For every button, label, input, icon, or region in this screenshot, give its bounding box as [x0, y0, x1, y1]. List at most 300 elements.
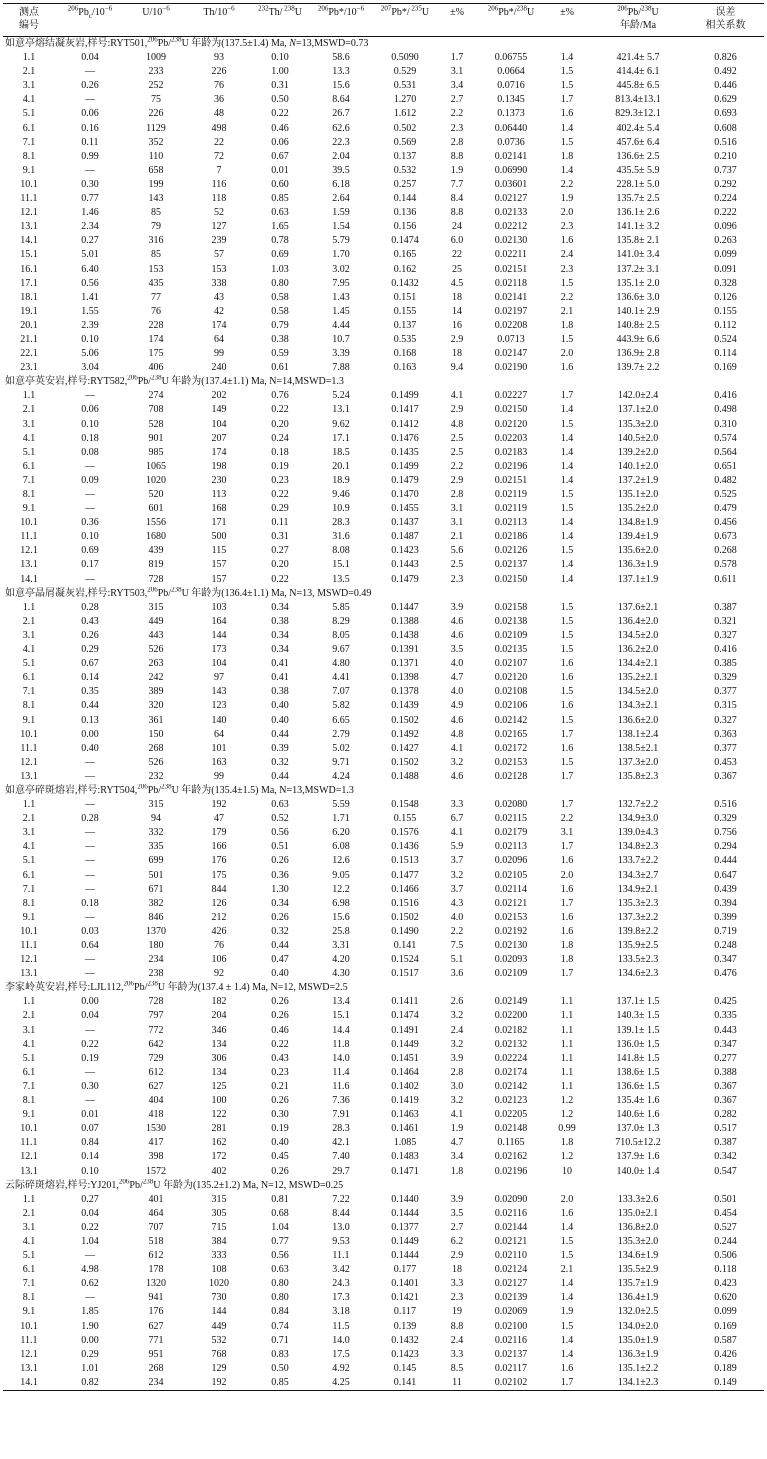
- table-cell: 941: [148, 1292, 164, 1304]
- table-cell: 0.177: [393, 1264, 417, 1276]
- table-cell: 0.20: [271, 418, 289, 430]
- table-cell: 528: [148, 418, 164, 430]
- table-cell: 457.6± 6.4: [616, 136, 660, 148]
- table-cell: 8.08: [332, 545, 350, 557]
- table-cell: 4.1: [22, 1235, 36, 1247]
- table-cell: 5.1: [450, 954, 464, 966]
- sample-group-header: [3, 784, 764, 798]
- table-cell: 0.137: [393, 319, 417, 331]
- table-cell: 627: [148, 1080, 164, 1092]
- table-cell: 238: [148, 968, 164, 980]
- table-cell: 320: [148, 700, 164, 712]
- table-cell: 0.31: [271, 531, 289, 543]
- table-cell: 13.1: [20, 968, 38, 980]
- table-cell: 0.22: [81, 1038, 99, 1050]
- table-cell: 2.1: [560, 1264, 574, 1276]
- table-cell: 0.453: [714, 756, 737, 768]
- table-cell: 13.1: [332, 404, 350, 416]
- table-cell: 0.02113: [494, 517, 528, 529]
- table-cell: 4.98: [81, 1264, 99, 1276]
- table-body: [3, 37, 764, 1391]
- table-cell: 404: [148, 1095, 164, 1107]
- table-cell: 729: [148, 1052, 164, 1064]
- table-cell: 1.1: [560, 1080, 574, 1092]
- table-cell: 136.6± 3.0: [616, 291, 660, 303]
- table-cell: 76: [214, 80, 224, 92]
- table-cell: 1.6: [560, 658, 574, 670]
- table-cell: 1.9: [560, 193, 574, 205]
- table-cell: 1.6: [560, 855, 574, 867]
- table-cell: 137.1± 1.5: [616, 996, 660, 1008]
- table-cell: 12.1: [20, 545, 38, 557]
- table-cell: 3.5: [450, 1207, 464, 1219]
- table-cell: 0.51: [271, 841, 289, 853]
- table-cell: 1.04: [271, 1221, 289, 1233]
- table-cell: 10: [562, 1165, 572, 1177]
- table-cell: 0.02138: [494, 615, 528, 627]
- table-cell: 0.1419: [391, 1095, 419, 1107]
- table-cell: 3.1: [450, 517, 464, 529]
- table-row: [3, 967, 764, 981]
- table-cell: 0.02183: [494, 446, 528, 458]
- table-cell: 2.5: [450, 432, 464, 444]
- table-cell: 113: [211, 489, 227, 500]
- table-cell: 0.03: [81, 925, 99, 937]
- table-cell: 10.9: [332, 503, 350, 515]
- table-row: [3, 643, 764, 657]
- table-row: [3, 1320, 764, 1334]
- table-cell: 178: [148, 1264, 164, 1276]
- table-cell: 0.22: [271, 1038, 289, 1050]
- table-cell: 402: [211, 1165, 227, 1177]
- table-cell: 129: [211, 1362, 227, 1374]
- table-cell: 0.02186: [494, 531, 528, 543]
- table-cell: 0.1502: [391, 714, 419, 726]
- table-cell: 99: [214, 348, 224, 360]
- table-cell: 0.23: [271, 474, 289, 486]
- table-row: [3, 333, 764, 347]
- table-cell: 9.1: [22, 911, 36, 923]
- sample-group-title: 如意亭熔结凝灰岩,样号:RYT501,$^{206}$Pb/$^{238}$U 年龄为(137.5±1.4) Ma, N=13,MSWD=0.73: [5, 36, 369, 49]
- table-cell: 4.0: [450, 658, 464, 670]
- table-cell: 0.02158: [494, 601, 528, 613]
- column-header-9: $^{206}$Pb*/$^{238}$U: [477, 4, 545, 37]
- table-cell: 2.9: [450, 1250, 464, 1262]
- table-cell: 25: [452, 263, 462, 275]
- table-cell: 0.02153: [494, 911, 528, 923]
- table-cell: 2.1: [22, 615, 36, 627]
- table-cell: 7.1: [22, 686, 36, 698]
- table-cell: 174: [148, 333, 164, 345]
- table-cell: 8.8: [450, 207, 464, 219]
- table-cell: —: [85, 489, 95, 500]
- table-cell: 1556: [146, 517, 166, 529]
- table-cell: 85: [151, 249, 161, 261]
- table-cell: 0.1373: [497, 108, 525, 120]
- table-cell: 142.0±2.4: [617, 390, 659, 402]
- table-cell: 0.329: [714, 813, 737, 825]
- table-cell: 0.163: [393, 362, 417, 374]
- table-cell: 9.62: [332, 418, 350, 430]
- table-cell: 985: [148, 446, 164, 458]
- table-cell: 0.26: [271, 855, 289, 867]
- table-cell: 140: [211, 714, 227, 726]
- table-cell: 136.4±1.9: [617, 1292, 659, 1304]
- table-cell: 6.40: [81, 263, 99, 275]
- table-cell: 0.02102: [477, 1376, 545, 1391]
- table-cell: 1.8: [560, 150, 574, 162]
- table-cell: 0.02080: [494, 799, 528, 811]
- table-cell: 0.99: [81, 150, 99, 162]
- table-cell: 136.3±1.9: [617, 559, 659, 571]
- table-cell: 0.41: [271, 658, 289, 670]
- table-cell: 132.7±2.2: [617, 799, 659, 811]
- table-cell: 139.2±2.0: [617, 446, 659, 458]
- table-row: [3, 403, 764, 417]
- table-cell: 0.02227: [494, 390, 528, 402]
- table-cell: 0.118: [714, 1264, 737, 1276]
- table-cell: 710.5±12.2: [615, 1137, 661, 1149]
- table-row: [3, 79, 764, 93]
- table-row: [3, 516, 764, 530]
- table-cell: 0.16: [81, 122, 99, 134]
- table-row: [3, 122, 764, 136]
- table-cell: 435.5± 5.9: [616, 164, 660, 176]
- table-cell: 1.5: [560, 601, 574, 613]
- table-cell: 0.02179: [494, 827, 528, 839]
- table-row: [3, 1263, 764, 1277]
- table-cell: 1.4: [560, 517, 574, 529]
- table-cell: 0.06755: [494, 52, 528, 64]
- table-cell: 0.141: [393, 940, 417, 951]
- table-cell: 174: [211, 446, 227, 458]
- table-cell: 1.7: [560, 94, 574, 106]
- table-cell: 11.1: [332, 1250, 350, 1262]
- table-cell: 0.02120: [494, 418, 528, 430]
- table-cell: 28.3: [332, 1123, 350, 1135]
- table-cell: 134.9±3.0: [617, 813, 659, 825]
- table-cell: 389: [148, 686, 164, 698]
- table-cell: 0.63: [271, 1264, 289, 1276]
- table-cell: 0.155: [393, 305, 417, 317]
- table-cell: 1.1: [22, 1193, 36, 1205]
- table-cell: 10.1: [20, 1320, 38, 1332]
- table-cell: 115: [211, 545, 227, 557]
- table-cell: 0.19: [81, 1052, 99, 1064]
- table-row: [3, 826, 764, 840]
- table-cell: 0.248: [714, 940, 737, 951]
- table-cell: 315: [211, 1193, 227, 1205]
- table-cell: 0.1516: [391, 897, 419, 909]
- table-cell: 1.65: [271, 221, 289, 233]
- table-row: [3, 573, 764, 587]
- table-cell: 141.8± 1.5: [616, 1052, 660, 1064]
- table-cell: 57: [214, 249, 224, 261]
- table-cell: 361: [148, 714, 164, 726]
- table-cell: 12.2: [332, 883, 350, 895]
- table-cell: 7.1: [22, 474, 36, 486]
- table-cell: 0.629: [714, 94, 737, 106]
- table-row: [3, 51, 764, 65]
- table-cell: 0.56: [271, 827, 289, 839]
- table-cell: 176: [148, 1306, 164, 1318]
- table-cell: 0.501: [714, 1193, 737, 1205]
- table-cell: 0.40: [271, 1137, 289, 1149]
- table-cell: 10.1: [20, 178, 38, 190]
- table-cell: 134.9±2.1: [617, 883, 659, 895]
- table-cell: 0.26: [271, 1010, 289, 1022]
- table-cell: 3.1: [22, 827, 36, 839]
- table-cell: 2.2: [560, 813, 574, 825]
- table-cell: 0.32: [271, 756, 289, 768]
- table-cell: 1.4: [560, 531, 574, 543]
- table-cell: —: [85, 968, 95, 980]
- table-cell: 3.31: [332, 940, 350, 951]
- table-cell: 0.1432: [391, 277, 419, 289]
- table-cell: 2.1: [22, 1010, 36, 1022]
- table-cell: 4.7: [450, 672, 464, 684]
- table-cell: 0.32: [271, 925, 289, 937]
- table-cell: 138.6± 1.5: [616, 1066, 660, 1078]
- table-cell: 13.3: [332, 66, 350, 78]
- table-cell: 122: [211, 1109, 227, 1121]
- table-cell: 135.5±2.9: [617, 1264, 659, 1276]
- table-cell: 13.1: [20, 559, 38, 571]
- table-cell: 0.1377: [391, 1221, 419, 1233]
- table-cell: 0.02090: [494, 1193, 528, 1205]
- table-cell: 1.1: [22, 390, 36, 402]
- table-cell: 1.1: [22, 799, 36, 811]
- table-cell: 0.1490: [391, 925, 419, 937]
- table-cell: 0.1576: [391, 827, 419, 839]
- table-cell: 104: [211, 658, 227, 670]
- table-cell: 0.1524: [391, 954, 419, 966]
- table-cell: 0.34: [271, 629, 289, 641]
- table-row: [3, 1376, 764, 1391]
- table-cell: 0.1474: [391, 235, 419, 247]
- table-cell: 135.8±2.3: [617, 770, 659, 782]
- table-row: [3, 1038, 764, 1052]
- table-cell: 0.02116: [494, 1334, 528, 1346]
- table-cell: 0.10: [81, 418, 99, 430]
- table-row: [3, 389, 764, 403]
- table-cell: 0.29: [81, 1348, 99, 1360]
- table-cell: 11.5: [332, 1320, 350, 1332]
- table-cell: 204: [211, 1010, 227, 1022]
- table-row: [3, 1221, 764, 1235]
- table-row: [3, 1108, 764, 1122]
- table-cell: 0.282: [714, 1109, 737, 1121]
- table-cell: 143: [148, 193, 164, 205]
- table-cell: 106: [211, 954, 227, 966]
- table-cell: 0.091: [714, 263, 737, 275]
- table-cell: 526: [148, 756, 164, 768]
- table-cell: 263: [148, 658, 164, 670]
- table-cell: 134.3±2.7: [617, 869, 659, 881]
- table-cell: 1.6: [560, 362, 574, 374]
- table-cell: 0.141: [373, 1376, 437, 1391]
- table-cell: 5.82: [332, 700, 350, 712]
- table-cell: 6.65: [332, 714, 350, 726]
- table-row: [3, 178, 764, 192]
- table-cell: 1.7: [560, 968, 574, 980]
- table-cell: 11.1: [20, 1137, 38, 1149]
- table-cell: 8.5: [450, 1362, 464, 1374]
- table-cell: 20.1: [20, 319, 38, 331]
- table-cell: 22.3: [332, 136, 350, 148]
- table-cell: 11.1: [20, 1334, 38, 1346]
- table-row: [3, 728, 764, 742]
- table-cell: 144: [211, 629, 227, 641]
- table-cell: 0.28: [81, 813, 99, 825]
- table-cell: 0.1165: [497, 1137, 525, 1149]
- table-cell: 418: [148, 1109, 164, 1121]
- table-cell: 0.38: [271, 333, 289, 345]
- table-cell: 212: [211, 911, 227, 923]
- table-row: [3, 502, 764, 516]
- table-cell: 0.620: [714, 1292, 737, 1304]
- table-cell: 0.82: [55, 1376, 125, 1391]
- table-cell: 0.162: [393, 263, 417, 275]
- table-cell: 134.4±2.1: [617, 658, 659, 670]
- table-cell: 3.4: [450, 1151, 464, 1163]
- table-cell: —: [85, 390, 95, 402]
- table-cell: 198: [211, 460, 227, 472]
- table-cell: 1.5: [560, 644, 574, 656]
- table-cell: 0.454: [714, 1207, 737, 1219]
- table-cell: 64: [214, 333, 224, 345]
- table-cell: 0.263: [714, 235, 737, 247]
- table-cell: 0.1345: [497, 94, 525, 106]
- table-cell: 335: [148, 841, 164, 853]
- table-cell: 140.1±2.0: [617, 460, 659, 472]
- table-cell: 1.04: [81, 1235, 99, 1247]
- table-cell: 0.40: [271, 968, 289, 980]
- column-header-1: [3, 4, 55, 37]
- table-cell: 47: [214, 813, 224, 825]
- table-cell: 1.4: [560, 404, 574, 416]
- table-cell: 134.6±2.3: [617, 968, 659, 980]
- table-cell: 274: [148, 390, 164, 402]
- table-cell: 0.099: [714, 249, 737, 261]
- table-cell: 1.8: [560, 940, 574, 951]
- table-cell: 951: [148, 1348, 164, 1360]
- table-cell: 1.5: [560, 489, 574, 500]
- table-cell: 1.8: [560, 319, 574, 331]
- table-cell: 1.4: [560, 474, 574, 486]
- table-cell: 699: [148, 855, 164, 867]
- table-cell: 75: [151, 94, 161, 106]
- table-row: [3, 601, 764, 615]
- table-cell: 4.0: [450, 911, 464, 923]
- table-cell: 0.20: [271, 559, 289, 571]
- table-cell: 0.112: [714, 319, 737, 331]
- table-cell: 0.44: [271, 728, 289, 740]
- table-cell: 730: [211, 1292, 227, 1304]
- table-cell: 844: [211, 883, 227, 895]
- table-cell: 133.3±2.6: [617, 1193, 659, 1205]
- table-cell: 768: [211, 1348, 227, 1360]
- table-cell: 0.1412: [391, 418, 419, 430]
- table-cell: 0.268: [714, 545, 737, 557]
- table-cell: 2.8: [450, 1066, 464, 1078]
- table-cell: 72: [214, 150, 224, 162]
- table-cell: 0.1449: [391, 1038, 419, 1050]
- table-cell: 0.69: [81, 545, 99, 557]
- table-cell: 0.1502: [391, 911, 419, 923]
- table-cell: —: [85, 1066, 95, 1078]
- table-cell: 171: [211, 517, 227, 529]
- table-cell: 7.5: [450, 940, 464, 951]
- table-cell: 0.516: [714, 136, 737, 148]
- table-cell: 0.347: [714, 1038, 737, 1050]
- table-cell: 0.02137: [494, 1348, 528, 1360]
- table-cell: 0.574: [714, 432, 737, 444]
- table-cell: 0.647: [714, 869, 737, 881]
- table-cell: 3.9: [450, 1193, 464, 1205]
- table-cell: 0.0664: [497, 66, 525, 78]
- table-cell: 4.1: [450, 827, 464, 839]
- table-cell: 0.38: [271, 686, 289, 698]
- table-cell: 5.06: [81, 348, 99, 360]
- table-cell: 0.02109: [494, 629, 528, 641]
- table-cell: 4.1: [22, 432, 36, 444]
- table-cell: 0.02149: [494, 996, 528, 1008]
- table-cell: 76: [151, 305, 161, 317]
- table-cell: 141.1± 3.2: [616, 221, 660, 233]
- table-cell: 150: [148, 728, 164, 740]
- table-cell: 406: [148, 362, 164, 374]
- table-cell: 1.6: [560, 700, 574, 712]
- column-header-10: ±%: [545, 4, 589, 37]
- table-cell: 1.612: [393, 108, 417, 120]
- table-cell: 0.78: [271, 235, 289, 247]
- table-cell: 0.1470: [391, 489, 419, 500]
- table-cell: 1.55: [81, 305, 99, 317]
- table-row: [3, 150, 764, 164]
- table-cell: 6.1: [22, 460, 36, 472]
- table-cell: 1.5: [560, 1320, 574, 1332]
- table-cell: 0.02144: [494, 1221, 528, 1233]
- table-cell: 0.673: [714, 531, 737, 543]
- table-cell: 108: [211, 1264, 227, 1276]
- table-cell: 0.26: [271, 996, 289, 1008]
- table-cell: 2.3: [450, 1292, 464, 1304]
- table-cell: 901: [148, 432, 164, 444]
- table-cell: 3.6: [450, 968, 464, 980]
- table-cell: 17.3: [332, 1292, 350, 1304]
- table-cell: 0.444: [714, 855, 737, 867]
- table-cell: 3.9: [450, 601, 464, 613]
- table-cell: 0.02196: [494, 460, 528, 472]
- table-row: [3, 1009, 764, 1023]
- table-cell: 0.10: [81, 333, 99, 345]
- table-cell: 0.439: [714, 883, 737, 895]
- table-cell: 28.3: [332, 517, 350, 529]
- table-cell: —: [85, 66, 95, 78]
- table-cell: 0.40: [81, 742, 99, 754]
- table-row: [3, 939, 764, 953]
- table-cell: 0.1439: [391, 700, 419, 712]
- table-cell: 0.02203: [494, 432, 528, 444]
- table-cell: 8.8: [450, 150, 464, 162]
- table-row: [3, 263, 764, 277]
- table-cell: 2.3: [450, 122, 464, 134]
- table-cell: 11.8: [332, 1038, 350, 1050]
- table-cell: 3.2: [450, 1010, 464, 1022]
- table-cell: 0.1451: [391, 1052, 419, 1064]
- table-cell: 132.0±2.5: [617, 1306, 659, 1318]
